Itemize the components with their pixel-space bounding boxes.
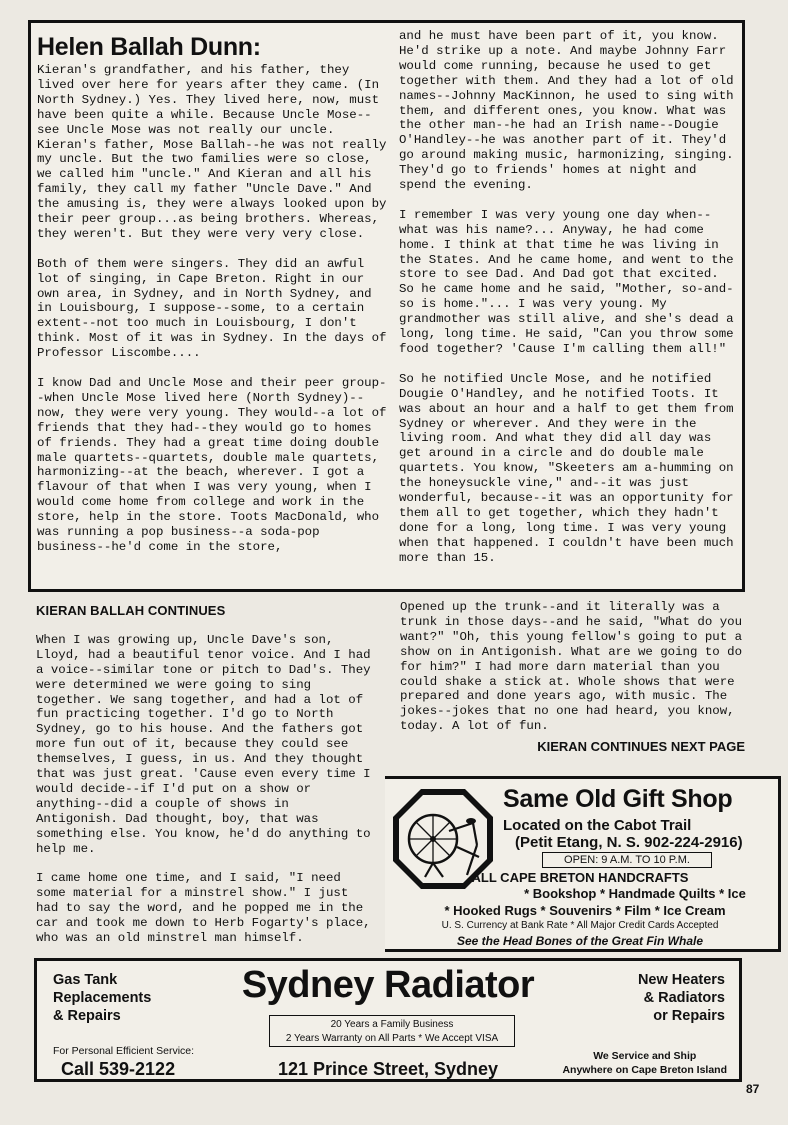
gift-shop-payment: U. S. Currency at Bank Rate * All Major Credit Cards Accepted (441, 920, 719, 931)
radiator-info-box (269, 1015, 515, 1047)
section-heading: KIERAN BALLAH CONTINUES (36, 603, 226, 618)
gift-shop-handcrafts: ALL CAPE BRETON HANDCRAFTS (471, 870, 689, 885)
service-line: New Heaters (637, 972, 725, 988)
info-line: 2 Years Warranty on All Parts * We Accept VISA (285, 1033, 499, 1044)
gift-shop-items: * Hooked Rugs * Souvenirs * Film * Ice Cream (444, 903, 726, 918)
top-right-column (399, 29, 739, 580)
paragraph: Opened up the trunk--and it literally was a trunk in those days--and he said, "What do you want?" "Oh, this young fellow's going to put a show on in Antigonish. What are we going to do for him?" I had more darn material than you could shake a stick at. Whole shows that were prepared and done years ago, with music. The jokes--jokes that no one had heard, you know, today. A lot of fun. (400, 600, 743, 734)
page-number: 87 (746, 1082, 760, 1096)
gift-shop-location: Located on the Cabot Trail (503, 817, 692, 834)
service-line: Gas Tank (53, 972, 118, 988)
service-line: & Repairs (53, 1008, 121, 1024)
paragraph: So he notified Uncle Mose, and he notified Dougie O'Handley, and he notified Toots. It was about an hour and a half to get them from Sydney or wherever. And they were in the living room. And what they did all day was get around in a circle and do double male quartets. You know, "Skeeters am a-humming on the honeysuckle vine," and--it was just wonderful, because--it was an opportunity for them all to get together, which they hadn't done for a long, long time. I was very young when that happened. I couldn't have been much more than 15. (399, 371, 734, 565)
gift-shop-hours: OPEN: 9 A.M. TO 10 P.M. (542, 852, 712, 868)
shipping-line: We Service and Ship (593, 1050, 697, 1062)
paragraph: I know Dad and Uncle Mose and their peer group--when Uncle Mose lived here (North Sydney)--now, they were very young. They would--a lot of friends that they had--they would go to homes of friends. They had a great time doing double male quartets--quartets, double male quartets, harmonizing--at the beach, wherever. I got a flavour of that when I was very young, when I would come home from college and work in the store, help in the store. Toots MacDonald, who was running a pop business--a soda-pop business--he'd come in the store, (37, 376, 387, 554)
info-line: 20 Years a Family Business (330, 1019, 454, 1030)
service-line: & Radiators (643, 990, 725, 1006)
gift-shop-items: * Bookshop * Handmade Quilts * Ice (524, 886, 746, 901)
service-line: Replacements (53, 990, 152, 1006)
gift-shop-ad (385, 776, 781, 952)
radiator-address: 121 Prince Street, Sydney (277, 1059, 499, 1079)
service-line: or Repairs (653, 1008, 725, 1024)
radiator-services-left (53, 971, 151, 1025)
radiator-shipping (562, 1049, 727, 1077)
continues-next-page: KIERAN CONTINUES NEXT PAGE (537, 739, 745, 755)
radiator-personal-service: For Personal Efficient Service: (53, 1045, 195, 1057)
paragraph: Both of them were singers. They did an awful lot of singing, in Cape Breton. Right in our own area, in Sydney, and in North Sydney, and in Louisbourg, I suppose--some, to a certain extent--not too much in Louisbourg, I don't think. Most of it was in Sydney. In the days of Professor Liscombe.... (37, 256, 387, 361)
bottom-right-column (400, 600, 745, 755)
bottom-left-column (36, 604, 378, 946)
interview-box (28, 20, 745, 592)
radiator-name: Sydney Radiator (241, 964, 535, 1006)
paragraph: I came home one time, and I said, "I need some material for a minstrel show." I just had to say the word, and he popped me in the car and took me down to Herb Fogarty's place, who was an old minstrel man himself. (36, 871, 371, 946)
gift-shop-address: (Petit Etang, N. S. 902-224-2916) (515, 834, 743, 851)
radiator-phone: Call 539-2122 (61, 1059, 176, 1079)
paragraph: I remember I was very young one day when--what was his name?... Anyway, he had come home. I think at that time he was living in the States. And he came home, and went to the store to see Dad. And Dad got that excited. So he came home and he said, "Mother, so-and-so is home."... I was very young. My grandmother was still alive, and she's dead a long, long time. He said, "Can you throw some food together? 'Cause I'm calling them all!" (399, 207, 734, 357)
paragraph: and he must have been part of it, you know. He'd strike up a note. And maybe Johnny Farr would come running, because he used to get together with them. And they had a lot of old names--Johnny MacKinnon, he used to sing with them, and different ones, you know. What was the other man--he had an Irish name--Dougie O'Handley--he was another part of it. They'd go around making music, harmonizing, singing. They'd go to friends' homes at night and spend the evening. (399, 29, 734, 193)
top-left-column (37, 33, 387, 570)
gift-shop-name: Same Old Gift Shop (503, 785, 733, 813)
shipping-line: Anywhere on Cape Breton Island (562, 1064, 727, 1076)
radiator-services-right (638, 971, 725, 1025)
gift-shop-slogan: See the Head Bones of the Great Fin Whale (456, 934, 704, 948)
speaker-title: Helen Ballah Dunn: (37, 33, 261, 61)
radiator-ad (34, 958, 742, 1082)
paragraph: Kieran's grandfather, and his father, they lived over here for years after they came. (In North Sydney.) Yes. They lived here, now, must have been quite a while. Because Uncle Mose--see Uncle Mose was not really our uncle. Kieran's father, Mose Ballah--he was not really my uncle. But the two families were so close, we called him "uncle." And Kieran and all his family, they call my father "Uncle Dave." And the amusing is, they were always looked upon by their peer group...as being brothers. Whereas, they weren't. But they were very very close. (37, 63, 387, 241)
paragraph: When I was growing up, Uncle Dave's son, Lloyd, had a beautiful tenor voice. And I had a voice--similar tone or pitch to Dad's. They were determined we were going to sing together. We sang together, and had a lot of fun practicing together. I'd go to North Sydney, go to his house. And the fathers got more fun out of it, because they could see themselves, I guess, in us. And they thought that was just great. 'Cause even every time I would decide--if I'd put on a show or anything--did a couple of shows in Antigonish. Dad thought, boy, that was something else. You know, he'd do anything to help me. (36, 632, 371, 856)
